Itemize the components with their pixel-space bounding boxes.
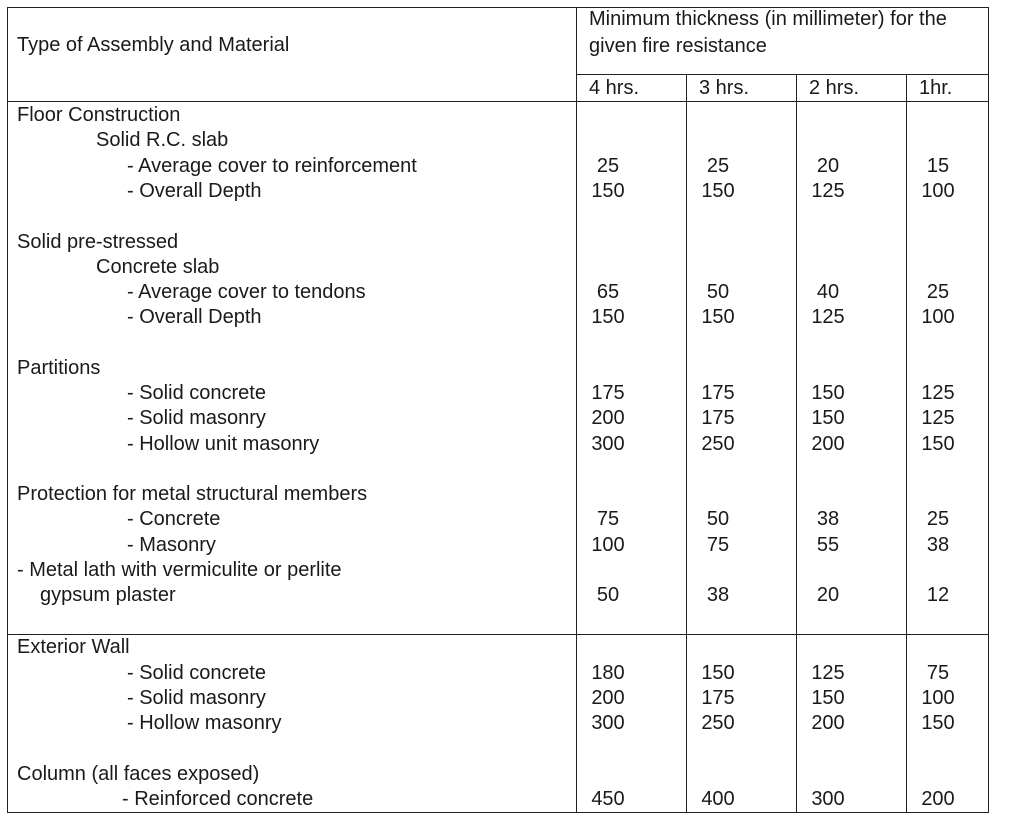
cell-value: 25 bbox=[926, 508, 950, 530]
cell-value: 50 bbox=[706, 508, 730, 530]
row-label: - Overall Depth bbox=[127, 306, 262, 328]
cell-value: 20 bbox=[816, 155, 840, 177]
row-label: Concrete slab bbox=[96, 256, 220, 278]
section-divider bbox=[7, 634, 989, 635]
row-label: - Solid masonry bbox=[127, 687, 266, 709]
cell-value: 25 bbox=[926, 281, 950, 303]
cell-value: 175 bbox=[701, 687, 735, 709]
cell-value: 15 bbox=[926, 155, 950, 177]
cell-value: 125 bbox=[811, 180, 845, 202]
row-label: Solid pre-stressed bbox=[17, 231, 179, 253]
cell-value: 150 bbox=[701, 662, 735, 684]
row-label: - Solid concrete bbox=[127, 662, 266, 684]
cell-value: 200 bbox=[921, 788, 955, 810]
fire-resistance-table bbox=[7, 7, 989, 813]
row-label: - Reinforced concrete bbox=[122, 788, 314, 810]
cell-value: 125 bbox=[921, 382, 955, 404]
header-min-thickness-line2: given fire resistance bbox=[589, 35, 767, 57]
header-col-3hrs: 3 hrs. bbox=[699, 77, 750, 99]
header-col-2hrs: 2 hrs. bbox=[809, 77, 860, 99]
column-divider-3hrs bbox=[686, 74, 687, 813]
cell-value: 200 bbox=[591, 407, 625, 429]
cell-value: 75 bbox=[926, 662, 950, 684]
row-label: - Solid concrete bbox=[127, 382, 266, 404]
cell-value: 150 bbox=[921, 433, 955, 455]
cell-value: 38 bbox=[816, 508, 840, 530]
cell-value: 150 bbox=[811, 687, 845, 709]
cell-value: 200 bbox=[811, 433, 845, 455]
cell-value: 20 bbox=[816, 584, 840, 606]
cell-value: 100 bbox=[921, 306, 955, 328]
cell-value: 55 bbox=[816, 534, 840, 556]
cell-value: 125 bbox=[811, 306, 845, 328]
cell-value: 150 bbox=[811, 382, 845, 404]
row-label: - Hollow unit masonry bbox=[127, 433, 320, 455]
row-label: Solid R.C. slab bbox=[96, 129, 229, 151]
table-border-bottom bbox=[7, 812, 989, 813]
cell-value: 40 bbox=[816, 281, 840, 303]
cell-value: 65 bbox=[596, 281, 620, 303]
header-assembly-material: Type of Assembly and Material bbox=[17, 34, 290, 56]
cell-value: 150 bbox=[591, 180, 625, 202]
header-col-4hrs: 4 hrs. bbox=[589, 77, 640, 99]
cell-value: 300 bbox=[591, 433, 625, 455]
cell-value: 150 bbox=[811, 407, 845, 429]
cell-value: 175 bbox=[591, 382, 625, 404]
row-label: - Concrete bbox=[127, 508, 221, 530]
cell-value: 175 bbox=[701, 407, 735, 429]
cell-value: 75 bbox=[706, 534, 730, 556]
cell-value: 25 bbox=[706, 155, 730, 177]
table-border-right bbox=[988, 7, 989, 813]
cell-value: 300 bbox=[591, 712, 625, 734]
row-label: - Average cover to tendons bbox=[127, 281, 366, 303]
header-bottom-divider bbox=[7, 101, 989, 102]
cell-value: 400 bbox=[701, 788, 735, 810]
cell-value: 125 bbox=[921, 407, 955, 429]
cell-value: 38 bbox=[706, 584, 730, 606]
cell-value: 450 bbox=[591, 788, 625, 810]
row-label: Floor Construction bbox=[17, 104, 181, 126]
column-divider-label bbox=[576, 7, 577, 813]
cell-value: 75 bbox=[596, 508, 620, 530]
cell-value: 38 bbox=[926, 534, 950, 556]
row-label: Exterior Wall bbox=[17, 636, 130, 658]
row-label: - Solid masonry bbox=[127, 407, 266, 429]
row-label: - Average cover to reinforcement bbox=[127, 155, 417, 177]
cell-value: 200 bbox=[811, 712, 845, 734]
cell-value: 300 bbox=[811, 788, 845, 810]
cell-value: 200 bbox=[591, 687, 625, 709]
cell-value: 25 bbox=[596, 155, 620, 177]
row-label: Column (all faces exposed) bbox=[17, 763, 260, 785]
row-label: - Overall Depth bbox=[127, 180, 262, 202]
header-col-1hr: 1hr. bbox=[919, 77, 953, 99]
cell-value: 150 bbox=[701, 180, 735, 202]
column-divider-2hrs bbox=[796, 74, 797, 813]
cell-value: 250 bbox=[701, 712, 735, 734]
row-label: - Hollow masonry bbox=[127, 712, 282, 734]
cell-value: 180 bbox=[591, 662, 625, 684]
cell-value: 50 bbox=[706, 281, 730, 303]
cell-value: 100 bbox=[921, 180, 955, 202]
cell-value: 12 bbox=[926, 584, 950, 606]
row-label: Protection for metal structural members bbox=[17, 483, 368, 505]
table-border-left bbox=[7, 7, 8, 813]
column-divider-1hr bbox=[906, 74, 907, 813]
cell-value: 50 bbox=[596, 584, 620, 606]
cell-value: 150 bbox=[591, 306, 625, 328]
cell-value: 100 bbox=[921, 687, 955, 709]
cell-value: 250 bbox=[701, 433, 735, 455]
cell-value: 150 bbox=[921, 712, 955, 734]
header-subdivider bbox=[576, 74, 989, 75]
cell-value: 150 bbox=[701, 306, 735, 328]
header-min-thickness-line1: Minimum thickness (in millimeter) for the bbox=[589, 8, 947, 30]
row-label: Partitions bbox=[17, 357, 101, 379]
row-label: - Masonry bbox=[127, 534, 216, 556]
row-label: gypsum plaster bbox=[40, 584, 176, 606]
cell-value: 175 bbox=[701, 382, 735, 404]
cell-value: 100 bbox=[591, 534, 625, 556]
row-label: - Metal lath with vermiculite or perlite bbox=[17, 559, 342, 581]
cell-value: 125 bbox=[811, 662, 845, 684]
